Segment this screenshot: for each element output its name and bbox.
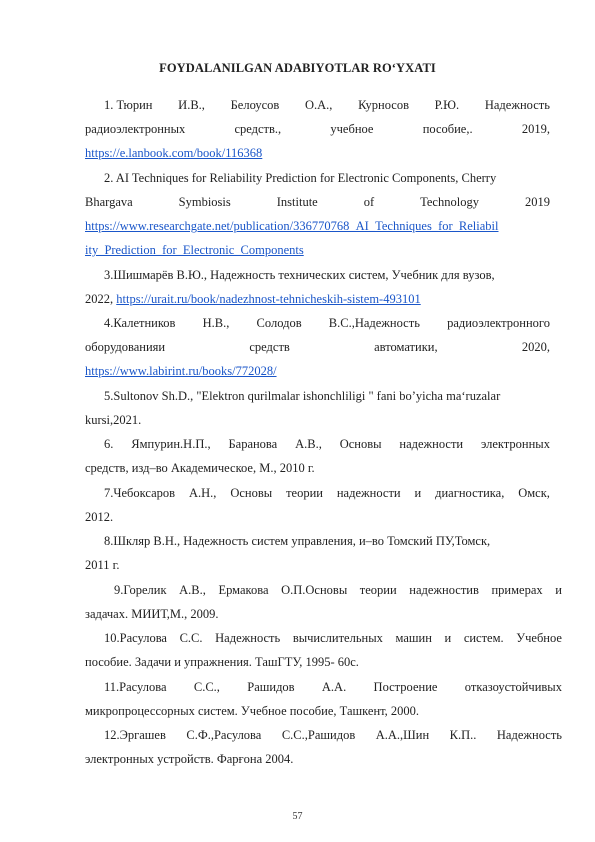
reference-11 [104,675,562,699]
ref-word: электронных [480,437,550,451]
ref-word: 4.Калетников [104,316,176,330]
reference-8-cont [85,553,550,577]
ref-word: В.С.,Надежность [328,316,420,330]
ref-word: А.В., [295,437,322,451]
reference-12-line-2: электронных устройств. Фарғона 2004. [85,752,294,766]
ref-word: Учебное [516,631,562,645]
reference-9-line-1 [114,578,562,602]
reference-3-line-1: 3.Шишмарёв В.Ю., Надежность технических систем, Учебник для вузов, [104,268,495,282]
ref-word: С.С., [193,680,220,694]
reference-12-line-1 [104,723,562,747]
ref-word: А.Н., [188,486,217,500]
reference-6 [104,432,550,456]
reference-2-cont [85,190,550,263]
ref-word: отказоустойчивых [464,680,562,694]
ref-word: Institute [276,195,318,209]
ref-word: И.В., [178,98,205,112]
reference-10-cont [85,650,562,674]
ref-word: 12.Эргашев [104,728,166,742]
reference-4-link[interactable]: https://www.labirint.ru/books/772028/ [85,364,277,379]
ref-word: 11.Расулова [104,680,167,694]
ref-word: Основы [339,437,382,451]
ref-word: 9.Горелик [114,583,167,597]
reference-8-line-2: 2011 г. [85,558,120,572]
reference-3-cont [85,287,550,311]
reference-10-line-1 [104,626,562,650]
reference-10 [104,626,562,650]
ref-word: of [363,195,375,209]
ref-word: Баранова [228,437,278,451]
ref-word: Омск, [518,486,550,500]
reference-9-cont [85,602,562,626]
reference-2-line-2 [85,190,550,214]
reference-5 [104,384,550,408]
ref-word: 6. [104,437,114,451]
ref-word: Р.Ю. [434,98,460,112]
ref-word: Bhargava [85,195,133,209]
ref-word: средств., [234,122,282,136]
page-number: 57 [292,811,303,822]
ref-word: С.Ф.,Расулова [186,728,262,742]
ref-word: 2019, [521,122,550,136]
ref-word: систем. [463,631,504,645]
ref-word: радиоэлектронного [447,316,550,330]
reference-11-line-1 [104,675,562,699]
reference-9 [114,578,562,602]
ref-word: диагностика, [435,486,505,500]
reference-3 [104,263,550,287]
ref-word: Белоусов [230,98,280,112]
reference-12-cont [85,747,562,771]
ref-word: А.А. [321,680,347,694]
ref-word: надежностив [409,583,479,597]
ref-word: учебное [330,122,374,136]
reference-1-cont [85,117,550,165]
reference-4-cont [85,335,550,383]
reference-1 [104,93,550,117]
reference-5-line-2: kursi,2021. [85,413,142,427]
reference-3-link[interactable]: https://urait.ru/book/nadezhnost-tehnicheskih-sistem-493101 [116,292,421,306]
reference-8 [104,529,550,553]
reference-4 [104,311,550,335]
ref-word: теории [359,583,397,597]
ref-word: Symbiosis [178,195,231,209]
ref-word: Ямпурин.Н.П., [131,437,211,451]
reference-11-cont [85,699,562,723]
ref-word: теории [286,486,323,500]
reference-6-cont [85,456,550,480]
ref-word: средств [249,340,290,354]
ref-word: Солодов [256,316,302,330]
reference-4-line-1 [104,311,550,335]
ref-word: Основы [230,486,273,500]
ref-word: радиоэлектронных [85,122,186,136]
ref-word: Надежность [496,728,562,742]
ref-word: машин [395,631,432,645]
ref-word: С.С.,Рашидов [281,728,356,742]
ref-word: А.В., [179,583,206,597]
reference-11-line-2: микропроцессорных систем. Учебное пособие, Ташкент, 2000. [85,704,420,718]
reference-5-line-1: 5.Sultonov Sh.D., "Elektron qurilmalar ishonchliligi " fani bo’yicha ma‘ruzalar [104,389,501,403]
reference-7 [104,481,550,505]
reference-6-line-2: средств, изд–во Академическое, М., 2010 г. [85,461,315,475]
reference-7-cont [85,505,550,529]
ref-word: Построение [373,680,438,694]
ref-word: С.С. [179,631,203,645]
ref-word: оборудованияи [85,340,166,354]
ref-word: А.А.,Шин [375,728,430,742]
reference-7-line-2: 2012. [85,510,114,524]
ref-word: К.П.. [449,728,477,742]
ref-word: и [555,583,562,597]
ref-word: пособие,. [422,122,473,136]
ref-word: О.П.Основы [281,583,348,597]
reference-3-year: 2022, [85,292,117,306]
reference-6-line-1 [104,432,550,456]
ref-word: 2020, [521,340,550,354]
reference-5-cont [85,408,550,432]
ref-word: и [444,631,452,645]
ref-word: Technology [420,195,479,209]
ref-word: примерах [491,583,543,597]
ref-word: Рашидов [247,680,295,694]
ref-word: 7.Чебоксаров [104,486,176,500]
reference-1-link[interactable]: https://e.lanbook.com/book/116368 [85,146,263,161]
ref-word: 1. Тюрин [104,98,153,112]
reference-8-line-1: 8.Шкляр В.Н., Надежность систем управления, и–во Томский ПУ,Томск, [104,534,491,548]
ref-word: надежности [399,437,464,451]
ref-word: Ермакова [218,583,269,597]
ref-word: Н.В., [202,316,230,330]
ref-word: Курносов [358,98,409,112]
ref-word: и [414,486,422,500]
ref-word: вычислительных [292,631,383,645]
page-title: FOYDALANILGAN ADABIYOTLAR RO‘YXATI [159,61,436,75]
reference-2 [104,166,550,190]
reference-1-line-2 [85,117,550,141]
reference-1-line-1 [104,93,550,117]
reference-12 [104,723,562,747]
reference-2-line-1: 2. AI Techniques for Reliability Prediction for Electronic Components, Cherry [104,171,497,185]
reference-2-link-cont[interactable]: ity_Prediction_for_Electronic_Components [85,243,304,258]
ref-word: 10.Расулова [104,631,167,645]
ref-word: автоматики, [374,340,438,354]
reference-4-line-2 [85,335,550,359]
ref-word: 2019 [524,195,550,209]
reference-7-line-1 [104,481,550,505]
ref-word: О.А., [305,98,333,112]
reference-10-line-2: пособие. Задачи и упражнения. ТашГТУ, 1995- 60с. [85,655,359,669]
ref-word: Надежность [215,631,281,645]
reference-9-line-2: задачах. МИИТ,М., 2009. [85,607,219,621]
ref-word: надежности [336,486,401,500]
ref-word: Надежность [484,98,550,112]
reference-2-link[interactable]: https://www.researchgate.net/publication/336770768_AI_Techniques_for_Reliabil [85,219,499,234]
